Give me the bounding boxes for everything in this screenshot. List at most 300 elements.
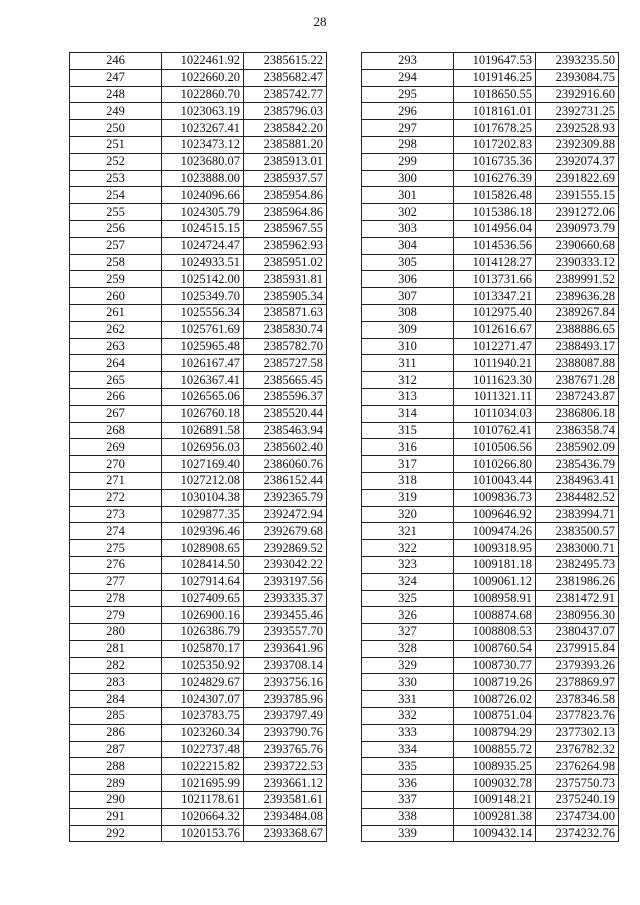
x-coordinate-cell: 1026167.47: [162, 355, 244, 372]
x-coordinate-cell: 1008794.29: [454, 724, 536, 741]
point-number-cell: 253: [70, 170, 162, 187]
y-coordinate-cell: 2392731.25: [536, 103, 619, 120]
x-coordinate-cell: 1026900.16: [162, 607, 244, 624]
y-coordinate-cell: 2386806.18: [536, 405, 619, 422]
point-number-cell: 335: [362, 758, 454, 775]
y-coordinate-cell: 2385881.20: [244, 136, 327, 153]
point-number-cell: 250: [70, 120, 162, 137]
y-coordinate-cell: 2393235.50: [536, 53, 619, 70]
point-number-cell: 339: [362, 825, 454, 842]
x-coordinate-cell: 1009318.95: [454, 540, 536, 557]
point-number-cell: 265: [70, 372, 162, 389]
x-coordinate-cell: 1013347.21: [454, 288, 536, 305]
point-number-cell: 255: [70, 204, 162, 221]
x-coordinate-cell: 1011034.03: [454, 405, 536, 422]
coordinates-table-right: [361, 52, 619, 842]
y-coordinate-cell: 2391822.69: [536, 170, 619, 187]
table-row: [362, 120, 619, 137]
table-row: [362, 825, 619, 842]
table-row: [70, 422, 327, 439]
point-number-cell: 266: [70, 388, 162, 405]
point-number-cell: 309: [362, 321, 454, 338]
x-coordinate-cell: 1023267.41: [162, 120, 244, 137]
y-coordinate-cell: 2389267.84: [536, 304, 619, 321]
point-number-cell: 290: [70, 792, 162, 809]
x-coordinate-cell: 1011623.30: [454, 372, 536, 389]
table-row: [70, 758, 327, 775]
x-coordinate-cell: 1024096.66: [162, 187, 244, 204]
y-coordinate-cell: 2376264.98: [536, 758, 619, 775]
table-row: [70, 388, 327, 405]
point-number-cell: 306: [362, 271, 454, 288]
y-coordinate-cell: 2385931.81: [244, 271, 327, 288]
y-coordinate-cell: 2388493.17: [536, 338, 619, 355]
x-coordinate-cell: 1020664.32: [162, 808, 244, 825]
y-coordinate-cell: 2382495.73: [536, 556, 619, 573]
table-row: [70, 607, 327, 624]
y-coordinate-cell: 2393581.61: [244, 792, 327, 809]
point-number-cell: 275: [70, 540, 162, 557]
table-row: [362, 422, 619, 439]
x-coordinate-cell: 1021695.99: [162, 775, 244, 792]
table-row: [70, 724, 327, 741]
x-coordinate-cell: 1012975.40: [454, 304, 536, 321]
point-number-cell: 337: [362, 792, 454, 809]
table-row: [362, 53, 619, 70]
y-coordinate-cell: 2385596.37: [244, 388, 327, 405]
point-number-cell: 324: [362, 573, 454, 590]
table-row: [70, 657, 327, 674]
table-row: [362, 573, 619, 590]
y-coordinate-cell: 2387671.28: [536, 372, 619, 389]
point-number-cell: 329: [362, 657, 454, 674]
y-coordinate-cell: 2379393.26: [536, 657, 619, 674]
x-coordinate-cell: 1014536.56: [454, 237, 536, 254]
table-row: [362, 237, 619, 254]
coordinates-table-left: [69, 52, 327, 842]
table-row: [362, 523, 619, 540]
table-row: [362, 674, 619, 691]
x-coordinate-cell: 1025350.92: [162, 657, 244, 674]
table-row: [362, 556, 619, 573]
point-number-cell: 280: [70, 624, 162, 641]
x-coordinate-cell: 1022860.70: [162, 86, 244, 103]
point-number-cell: 322: [362, 540, 454, 557]
y-coordinate-cell: 2374734.00: [536, 808, 619, 825]
point-number-cell: 261: [70, 304, 162, 321]
x-coordinate-cell: 1014128.27: [454, 254, 536, 271]
point-number-cell: 256: [70, 220, 162, 237]
point-number-cell: 274: [70, 523, 162, 540]
table-row: [70, 120, 327, 137]
point-number-cell: 319: [362, 489, 454, 506]
point-number-cell: 314: [362, 405, 454, 422]
point-number-cell: 292: [70, 825, 162, 842]
y-coordinate-cell: 2385964.86: [244, 204, 327, 221]
table-row: [362, 254, 619, 271]
y-coordinate-cell: 2378346.58: [536, 691, 619, 708]
table-row: [70, 825, 327, 842]
x-coordinate-cell: 1019146.25: [454, 69, 536, 86]
point-number-cell: 336: [362, 775, 454, 792]
x-coordinate-cell: 1009032.78: [454, 775, 536, 792]
y-coordinate-cell: 2392309.88: [536, 136, 619, 153]
point-number-cell: 262: [70, 321, 162, 338]
y-coordinate-cell: 2375750.73: [536, 775, 619, 792]
table-row: [362, 136, 619, 153]
point-number-cell: 277: [70, 573, 162, 590]
x-coordinate-cell: 1009281.38: [454, 808, 536, 825]
y-coordinate-cell: 2384482.52: [536, 489, 619, 506]
x-coordinate-cell: 1008726.02: [454, 691, 536, 708]
table-row: [362, 758, 619, 775]
x-coordinate-cell: 1026891.58: [162, 422, 244, 439]
table-row: [362, 338, 619, 355]
y-coordinate-cell: 2385796.03: [244, 103, 327, 120]
point-number-cell: 247: [70, 69, 162, 86]
page-number: 28: [313, 14, 327, 29]
x-coordinate-cell: 1011940.21: [454, 355, 536, 372]
table-row: [362, 741, 619, 758]
y-coordinate-cell: 2393797.49: [244, 708, 327, 725]
point-number-cell: 308: [362, 304, 454, 321]
point-number-cell: 272: [70, 489, 162, 506]
x-coordinate-cell: 1008935.25: [454, 758, 536, 775]
x-coordinate-cell: 1024933.51: [162, 254, 244, 271]
x-coordinate-cell: 1017678.25: [454, 120, 536, 137]
point-number-cell: 297: [362, 120, 454, 137]
table-row: [362, 388, 619, 405]
x-coordinate-cell: 1024305.79: [162, 204, 244, 221]
y-coordinate-cell: 2383000.71: [536, 540, 619, 557]
table-row: [70, 271, 327, 288]
x-coordinate-cell: 1023888.00: [162, 170, 244, 187]
table-row: [70, 288, 327, 305]
y-coordinate-cell: 2387243.87: [536, 388, 619, 405]
y-coordinate-cell: 2389991.52: [536, 271, 619, 288]
y-coordinate-cell: 2385951.02: [244, 254, 327, 271]
y-coordinate-cell: 2377302.13: [536, 724, 619, 741]
table-row: [362, 489, 619, 506]
point-number-cell: 296: [362, 103, 454, 120]
point-number-cell: 302: [362, 204, 454, 221]
table-row: [70, 355, 327, 372]
point-number-cell: 252: [70, 153, 162, 170]
point-number-cell: 273: [70, 506, 162, 523]
x-coordinate-cell: 1008751.04: [454, 708, 536, 725]
point-number-cell: 330: [362, 674, 454, 691]
table-row: [70, 523, 327, 540]
table-row: [70, 53, 327, 70]
point-number-cell: 279: [70, 607, 162, 624]
point-number-cell: 310: [362, 338, 454, 355]
y-coordinate-cell: 2385727.58: [244, 355, 327, 372]
y-coordinate-cell: 2385463.94: [244, 422, 327, 439]
point-number-cell: 260: [70, 288, 162, 305]
point-number-cell: 312: [362, 372, 454, 389]
table-row: [70, 792, 327, 809]
x-coordinate-cell: 1015826.48: [454, 187, 536, 204]
point-number-cell: 301: [362, 187, 454, 204]
y-coordinate-cell: 2385436.79: [536, 456, 619, 473]
point-number-cell: 285: [70, 708, 162, 725]
point-number-cell: 303: [362, 220, 454, 237]
y-coordinate-cell: 2393756.16: [244, 674, 327, 691]
x-coordinate-cell: 1009061.12: [454, 573, 536, 590]
table-row: [70, 708, 327, 725]
table-row: [70, 741, 327, 758]
table-row: [70, 456, 327, 473]
y-coordinate-cell: 2385913.01: [244, 153, 327, 170]
x-coordinate-cell: 1025965.48: [162, 338, 244, 355]
x-coordinate-cell: 1024829.67: [162, 674, 244, 691]
table-row: [70, 153, 327, 170]
table-row: [70, 674, 327, 691]
y-coordinate-cell: 2376782.32: [536, 741, 619, 758]
table-row: [70, 237, 327, 254]
point-number-cell: 332: [362, 708, 454, 725]
x-coordinate-cell: 1027169.40: [162, 456, 244, 473]
point-number-cell: 331: [362, 691, 454, 708]
y-coordinate-cell: 2392679.68: [244, 523, 327, 540]
y-coordinate-cell: 2392869.52: [244, 540, 327, 557]
point-number-cell: 258: [70, 254, 162, 271]
x-coordinate-cell: 1023063.19: [162, 103, 244, 120]
x-coordinate-cell: 1026956.03: [162, 439, 244, 456]
x-coordinate-cell: 1023680.07: [162, 153, 244, 170]
y-coordinate-cell: 2393765.76: [244, 741, 327, 758]
y-coordinate-cell: 2383994.71: [536, 506, 619, 523]
point-number-cell: 307: [362, 288, 454, 305]
y-coordinate-cell: 2393368.67: [244, 825, 327, 842]
x-coordinate-cell: 1008760.54: [454, 640, 536, 657]
table-row: [362, 271, 619, 288]
y-coordinate-cell: 2385967.55: [244, 220, 327, 237]
x-coordinate-cell: 1010762.41: [454, 422, 536, 439]
y-coordinate-cell: 2388886.65: [536, 321, 619, 338]
y-coordinate-cell: 2385842.20: [244, 120, 327, 137]
x-coordinate-cell: 1026760.18: [162, 405, 244, 422]
x-coordinate-cell: 1025870.17: [162, 640, 244, 657]
table-row: [70, 439, 327, 456]
point-number-cell: 264: [70, 355, 162, 372]
point-number-cell: 276: [70, 556, 162, 573]
point-number-cell: 323: [362, 556, 454, 573]
y-coordinate-cell: 2384963.41: [536, 472, 619, 489]
table-row: [362, 657, 619, 674]
y-coordinate-cell: 2390333.12: [536, 254, 619, 271]
x-coordinate-cell: 1025761.69: [162, 321, 244, 338]
table-row: [70, 372, 327, 389]
x-coordinate-cell: 1009432.14: [454, 825, 536, 842]
x-coordinate-cell: 1018650.55: [454, 86, 536, 103]
table-row: [70, 808, 327, 825]
y-coordinate-cell: 2393722.53: [244, 758, 327, 775]
point-number-cell: 298: [362, 136, 454, 153]
x-coordinate-cell: 1014956.04: [454, 220, 536, 237]
table-row: [362, 204, 619, 221]
x-coordinate-cell: 1021178.61: [162, 792, 244, 809]
point-number-cell: 305: [362, 254, 454, 271]
table-row: [362, 456, 619, 473]
x-coordinate-cell: 1024724.47: [162, 237, 244, 254]
y-coordinate-cell: 2385954.86: [244, 187, 327, 204]
y-coordinate-cell: 2390973.79: [536, 220, 619, 237]
table-row: [362, 607, 619, 624]
y-coordinate-cell: 2393042.22: [244, 556, 327, 573]
x-coordinate-cell: 1008874.68: [454, 607, 536, 624]
x-coordinate-cell: 1008719.26: [454, 674, 536, 691]
table-row: [70, 220, 327, 237]
point-number-cell: 317: [362, 456, 454, 473]
y-coordinate-cell: 2393455.46: [244, 607, 327, 624]
y-coordinate-cell: 2393197.56: [244, 573, 327, 590]
x-coordinate-cell: 1009148.21: [454, 792, 536, 809]
x-coordinate-cell: 1012616.67: [454, 321, 536, 338]
x-coordinate-cell: 1020153.76: [162, 825, 244, 842]
table-row: [70, 573, 327, 590]
table-row: [70, 590, 327, 607]
point-number-cell: 294: [362, 69, 454, 86]
table-row: [362, 321, 619, 338]
y-coordinate-cell: 2393484.08: [244, 808, 327, 825]
point-number-cell: 318: [362, 472, 454, 489]
y-coordinate-cell: 2393661.12: [244, 775, 327, 792]
point-number-cell: 321: [362, 523, 454, 540]
x-coordinate-cell: 1026386.79: [162, 624, 244, 641]
x-coordinate-cell: 1029877.35: [162, 506, 244, 523]
y-coordinate-cell: 2392528.93: [536, 120, 619, 137]
x-coordinate-cell: 1026565.06: [162, 388, 244, 405]
table-row: [362, 170, 619, 187]
x-coordinate-cell: 1008958.91: [454, 590, 536, 607]
y-coordinate-cell: 2381472.91: [536, 590, 619, 607]
table-row: [70, 691, 327, 708]
table-row: [362, 724, 619, 741]
x-coordinate-cell: 1023783.75: [162, 708, 244, 725]
x-coordinate-cell: 1015386.18: [454, 204, 536, 221]
y-coordinate-cell: 2392365.79: [244, 489, 327, 506]
point-number-cell: 288: [70, 758, 162, 775]
point-number-cell: 246: [70, 53, 162, 70]
x-coordinate-cell: 1022215.82: [162, 758, 244, 775]
x-coordinate-cell: 1027409.65: [162, 590, 244, 607]
table-row: [70, 170, 327, 187]
table-row: [70, 338, 327, 355]
y-coordinate-cell: 2392916.60: [536, 86, 619, 103]
table-row: [362, 775, 619, 792]
point-number-cell: 248: [70, 86, 162, 103]
y-coordinate-cell: 2377823.76: [536, 708, 619, 725]
table-row: [70, 775, 327, 792]
x-coordinate-cell: 1030104.38: [162, 489, 244, 506]
y-coordinate-cell: 2393790.76: [244, 724, 327, 741]
table-row: [70, 69, 327, 86]
point-number-cell: 334: [362, 741, 454, 758]
table-row: [70, 405, 327, 422]
point-number-cell: 291: [70, 808, 162, 825]
table-row: [70, 489, 327, 506]
point-number-cell: 269: [70, 439, 162, 456]
point-number-cell: 300: [362, 170, 454, 187]
point-number-cell: 327: [362, 624, 454, 641]
table-row: [362, 103, 619, 120]
x-coordinate-cell: 1010506.56: [454, 439, 536, 456]
table-row: [362, 405, 619, 422]
y-coordinate-cell: 2385520.44: [244, 405, 327, 422]
x-coordinate-cell: 1013731.66: [454, 271, 536, 288]
table-row: [70, 640, 327, 657]
table-row: [362, 304, 619, 321]
table-row: [362, 472, 619, 489]
table-row: [362, 153, 619, 170]
table-row: [362, 640, 619, 657]
y-coordinate-cell: 2385742.77: [244, 86, 327, 103]
point-number-cell: 259: [70, 271, 162, 288]
point-number-cell: 320: [362, 506, 454, 523]
table-row: [362, 288, 619, 305]
y-coordinate-cell: 2385962.93: [244, 237, 327, 254]
point-number-cell: 316: [362, 439, 454, 456]
y-coordinate-cell: 2386358.74: [536, 422, 619, 439]
y-coordinate-cell: 2385782.70: [244, 338, 327, 355]
y-coordinate-cell: 2380956.30: [536, 607, 619, 624]
table-row: [70, 254, 327, 271]
point-number-cell: 299: [362, 153, 454, 170]
table-row: [70, 136, 327, 153]
table-row: [70, 204, 327, 221]
point-number-cell: 278: [70, 590, 162, 607]
x-coordinate-cell: 1012271.47: [454, 338, 536, 355]
x-coordinate-cell: 1027914.64: [162, 573, 244, 590]
table-row: [70, 86, 327, 103]
point-number-cell: 286: [70, 724, 162, 741]
y-coordinate-cell: 2385682.47: [244, 69, 327, 86]
point-number-cell: 270: [70, 456, 162, 473]
x-coordinate-cell: 1019647.53: [454, 53, 536, 70]
y-coordinate-cell: 2392472.94: [244, 506, 327, 523]
y-coordinate-cell: 2392074.37: [536, 153, 619, 170]
y-coordinate-cell: 2379915.84: [536, 640, 619, 657]
table-row: [362, 708, 619, 725]
table-row: [70, 556, 327, 573]
x-coordinate-cell: 1010043.44: [454, 472, 536, 489]
point-number-cell: 333: [362, 724, 454, 741]
y-coordinate-cell: 2381986.26: [536, 573, 619, 590]
point-number-cell: 325: [362, 590, 454, 607]
x-coordinate-cell: 1011321.11: [454, 388, 536, 405]
table-row: [362, 69, 619, 86]
y-coordinate-cell: 2385830.74: [244, 321, 327, 338]
table-row: [70, 624, 327, 641]
y-coordinate-cell: 2383500.57: [536, 523, 619, 540]
x-coordinate-cell: 1023473.12: [162, 136, 244, 153]
point-number-cell: 268: [70, 422, 162, 439]
x-coordinate-cell: 1028414.50: [162, 556, 244, 573]
x-coordinate-cell: 1016735.36: [454, 153, 536, 170]
y-coordinate-cell: 2391272.06: [536, 204, 619, 221]
y-coordinate-cell: 2386060.76: [244, 456, 327, 473]
y-coordinate-cell: 2389636.28: [536, 288, 619, 305]
point-number-cell: 295: [362, 86, 454, 103]
table-row: [362, 590, 619, 607]
x-coordinate-cell: 1023260.34: [162, 724, 244, 741]
x-coordinate-cell: 1027212.08: [162, 472, 244, 489]
point-number-cell: 313: [362, 388, 454, 405]
y-coordinate-cell: 2380437.07: [536, 624, 619, 641]
table-row: [362, 372, 619, 389]
x-coordinate-cell: 1028908.65: [162, 540, 244, 557]
